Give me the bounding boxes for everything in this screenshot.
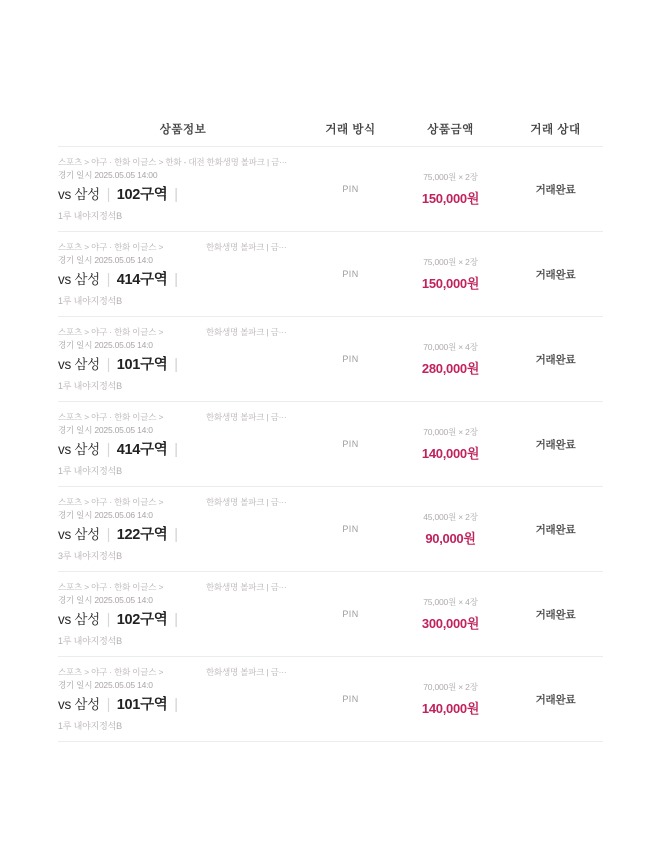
title-divider-tail: | — [174, 697, 178, 713]
product-title-zone: 101구역 — [116, 697, 168, 713]
trade-method-cell — [308, 232, 393, 316]
product-title — [58, 695, 308, 715]
trade-status-cell — [508, 572, 603, 656]
seat-info: 1루 내야지정석B — [58, 296, 122, 306]
total-amount: 280,000원 — [421, 361, 480, 376]
venue-fragment-text: 한화생명 볼파크 | 금··· — [206, 667, 287, 677]
column-edge — [310, 402, 311, 486]
breadcrumb: 스포츠 > 야구 · 한화 이글스 > — [58, 242, 164, 252]
product-info-cell[interactable] — [58, 572, 308, 656]
table-row[interactable] — [58, 231, 603, 316]
trade-method-label: PIN — [342, 184, 359, 194]
seat-info: 3루 내야지정석B — [58, 551, 122, 561]
amount-cell — [393, 232, 508, 316]
title-divider: | — [106, 612, 111, 628]
product-info-cell[interactable] — [58, 317, 308, 401]
title-divider-tail: | — [174, 612, 178, 628]
product-title — [58, 440, 308, 460]
amount-cell — [393, 657, 508, 741]
product-title-vs: vs 삼성 — [58, 697, 100, 712]
unit-price-quantity: 70,000원 × 2장 — [423, 682, 478, 692]
total-amount: 90,000원 — [425, 531, 476, 546]
trade-status-cell — [508, 402, 603, 486]
seat-info: 1루 내야지정석B — [58, 636, 122, 646]
table-row[interactable] — [58, 571, 603, 656]
venue-fragment-text: 한화생명 볼파크 | 금··· — [206, 582, 287, 592]
title-divider: | — [106, 527, 111, 543]
title-divider: | — [106, 272, 111, 288]
status-badge: 거래완료 — [535, 183, 576, 196]
trade-method-cell — [308, 487, 393, 571]
breadcrumb: 스포츠 > 야구 · 한화 이글스 > — [58, 327, 164, 337]
venue-fragment-text: 한화생명 볼파크 | 금··· — [206, 497, 287, 507]
amount-cell — [393, 147, 508, 231]
title-divider-tail: | — [174, 527, 178, 543]
transaction-table — [58, 112, 603, 742]
seat-info: 1루 내야지정석B — [58, 211, 122, 221]
product-info-cell[interactable] — [58, 487, 308, 571]
product-info-cell[interactable] — [58, 147, 308, 231]
title-divider: | — [106, 697, 111, 713]
table-row[interactable] — [58, 316, 603, 401]
breadcrumb: 스포츠 > 야구 · 한화 이글스 > — [58, 667, 164, 677]
match-datetime: 경기 일시 2025.05.06 14:0 — [58, 510, 153, 520]
title-divider: | — [106, 357, 111, 373]
seat-info: 1루 내야지정석B — [58, 721, 122, 731]
product-title — [58, 270, 308, 290]
seat-info: 1루 내야지정석B — [58, 381, 122, 391]
product-title — [58, 610, 308, 630]
column-edge — [310, 147, 311, 231]
product-title-vs: vs 삼성 — [58, 272, 100, 287]
title-divider-tail: | — [174, 272, 178, 288]
column-header-counterparty: 거래 상대 — [530, 124, 581, 136]
table-header-row — [58, 112, 603, 146]
product-title — [58, 355, 308, 375]
product-title-vs: vs 삼성 — [58, 442, 100, 457]
column-edge — [310, 317, 311, 401]
column-edge — [310, 487, 311, 571]
seat-info: 1루 내야지정석B — [58, 466, 122, 476]
unit-price-quantity: 70,000원 × 2장 — [423, 427, 478, 437]
trade-status-cell — [508, 147, 603, 231]
title-divider: | — [106, 442, 111, 458]
title-divider-tail: | — [174, 357, 178, 373]
match-datetime: 경기 일시 2025.05.05 14:0 — [58, 340, 153, 350]
trade-method-cell — [308, 402, 393, 486]
unit-price-quantity: 75,000원 × 4장 — [423, 597, 478, 607]
column-edge — [310, 657, 311, 741]
product-title-vs: vs 삼성 — [58, 612, 100, 627]
trade-method-cell — [308, 572, 393, 656]
product-title-zone: 414구역 — [116, 272, 168, 288]
product-title-vs: vs 삼성 — [58, 357, 100, 372]
total-amount: 140,000원 — [421, 701, 480, 716]
trade-method-label: PIN — [342, 439, 359, 449]
match-datetime: 경기 일시 2025.05.05 14:0 — [58, 680, 153, 690]
trade-method-label: PIN — [342, 269, 359, 279]
status-badge: 거래완료 — [535, 608, 576, 621]
title-divider-tail: | — [174, 442, 178, 458]
product-title-vs: vs 삼성 — [58, 187, 100, 202]
column-header-product-info: 상품정보 — [159, 124, 207, 136]
trade-status-cell — [508, 232, 603, 316]
trade-status-cell — [508, 487, 603, 571]
match-datetime: 경기 일시 2025.05.05 14:0 — [58, 595, 153, 605]
trade-method-label: PIN — [342, 694, 359, 704]
match-datetime: 경기 일시 2025.05.05 14:0 — [58, 255, 153, 265]
table-row[interactable] — [58, 146, 603, 231]
status-badge: 거래완료 — [535, 438, 576, 451]
trade-method-cell — [308, 147, 393, 231]
product-info-cell[interactable] — [58, 657, 308, 741]
product-info-cell[interactable] — [58, 402, 308, 486]
breadcrumb: 스포츠 > 야구 · 한화 이글스 > — [58, 497, 164, 507]
breadcrumb: 스포츠 > 야구 · 한화 이글스 > — [58, 412, 164, 422]
unit-price-quantity: 70,000원 × 4장 — [423, 342, 478, 352]
product-title-zone: 102구역 — [116, 612, 168, 628]
unit-price-quantity: 75,000원 × 2장 — [423, 257, 478, 267]
product-info-cell[interactable] — [58, 232, 308, 316]
trade-method-label: PIN — [342, 609, 359, 619]
product-title — [58, 185, 308, 205]
unit-price-quantity: 75,000원 × 2장 — [423, 172, 478, 182]
column-header-trade-method: 거래 방식 — [325, 124, 376, 136]
title-divider-tail: | — [174, 187, 178, 203]
amount-cell — [393, 487, 508, 571]
table-row[interactable] — [58, 656, 603, 742]
table-body — [58, 146, 603, 742]
breadcrumb: 스포츠 > 야구 · 한화 이글스 > 한화 - 대전 한화생명 볼파크 | 금··· — [58, 157, 288, 167]
table-row[interactable] — [58, 486, 603, 571]
status-badge: 거래완료 — [535, 523, 576, 536]
status-badge: 거래완료 — [535, 268, 576, 281]
unit-price-quantity: 45,000원 × 2장 — [423, 512, 478, 522]
amount-cell — [393, 317, 508, 401]
status-badge: 거래완료 — [535, 693, 576, 706]
product-title-vs: vs 삼성 — [58, 527, 100, 542]
trade-status-cell — [508, 657, 603, 741]
product-title — [58, 525, 308, 545]
breadcrumb: 스포츠 > 야구 · 한화 이글스 > — [58, 582, 164, 592]
product-title-zone: 122구역 — [116, 527, 168, 543]
venue-fragment-text: 한화생명 볼파크 | 금··· — [206, 327, 287, 337]
status-badge: 거래완료 — [535, 353, 576, 366]
column-header-amount: 상품금액 — [427, 124, 474, 136]
trade-status-cell — [508, 317, 603, 401]
venue-fragment-text: 한화생명 볼파크 | 금··· — [206, 412, 287, 422]
column-edge — [310, 232, 311, 316]
total-amount: 150,000원 — [421, 276, 480, 291]
total-amount: 150,000원 — [421, 191, 480, 206]
trade-method-label: PIN — [342, 524, 359, 534]
trade-method-cell — [308, 317, 393, 401]
total-amount: 140,000원 — [421, 446, 480, 461]
amount-cell — [393, 572, 508, 656]
product-title-zone: 414구역 — [116, 442, 168, 458]
amount-cell — [393, 402, 508, 486]
title-divider: | — [106, 187, 111, 203]
match-datetime: 경기 일시 2025.05.05 14:00 — [58, 170, 158, 180]
total-amount: 300,000원 — [421, 616, 480, 631]
column-edge — [310, 572, 311, 656]
product-title-zone: 102구역 — [116, 187, 168, 203]
table-row[interactable] — [58, 401, 603, 486]
product-title-zone: 101구역 — [116, 357, 168, 373]
trade-method-cell — [308, 657, 393, 741]
venue-fragment-text: 한화생명 볼파크 | 금··· — [206, 242, 287, 252]
trade-method-label: PIN — [342, 354, 359, 364]
match-datetime: 경기 일시 2025.05.05 14:0 — [58, 425, 153, 435]
